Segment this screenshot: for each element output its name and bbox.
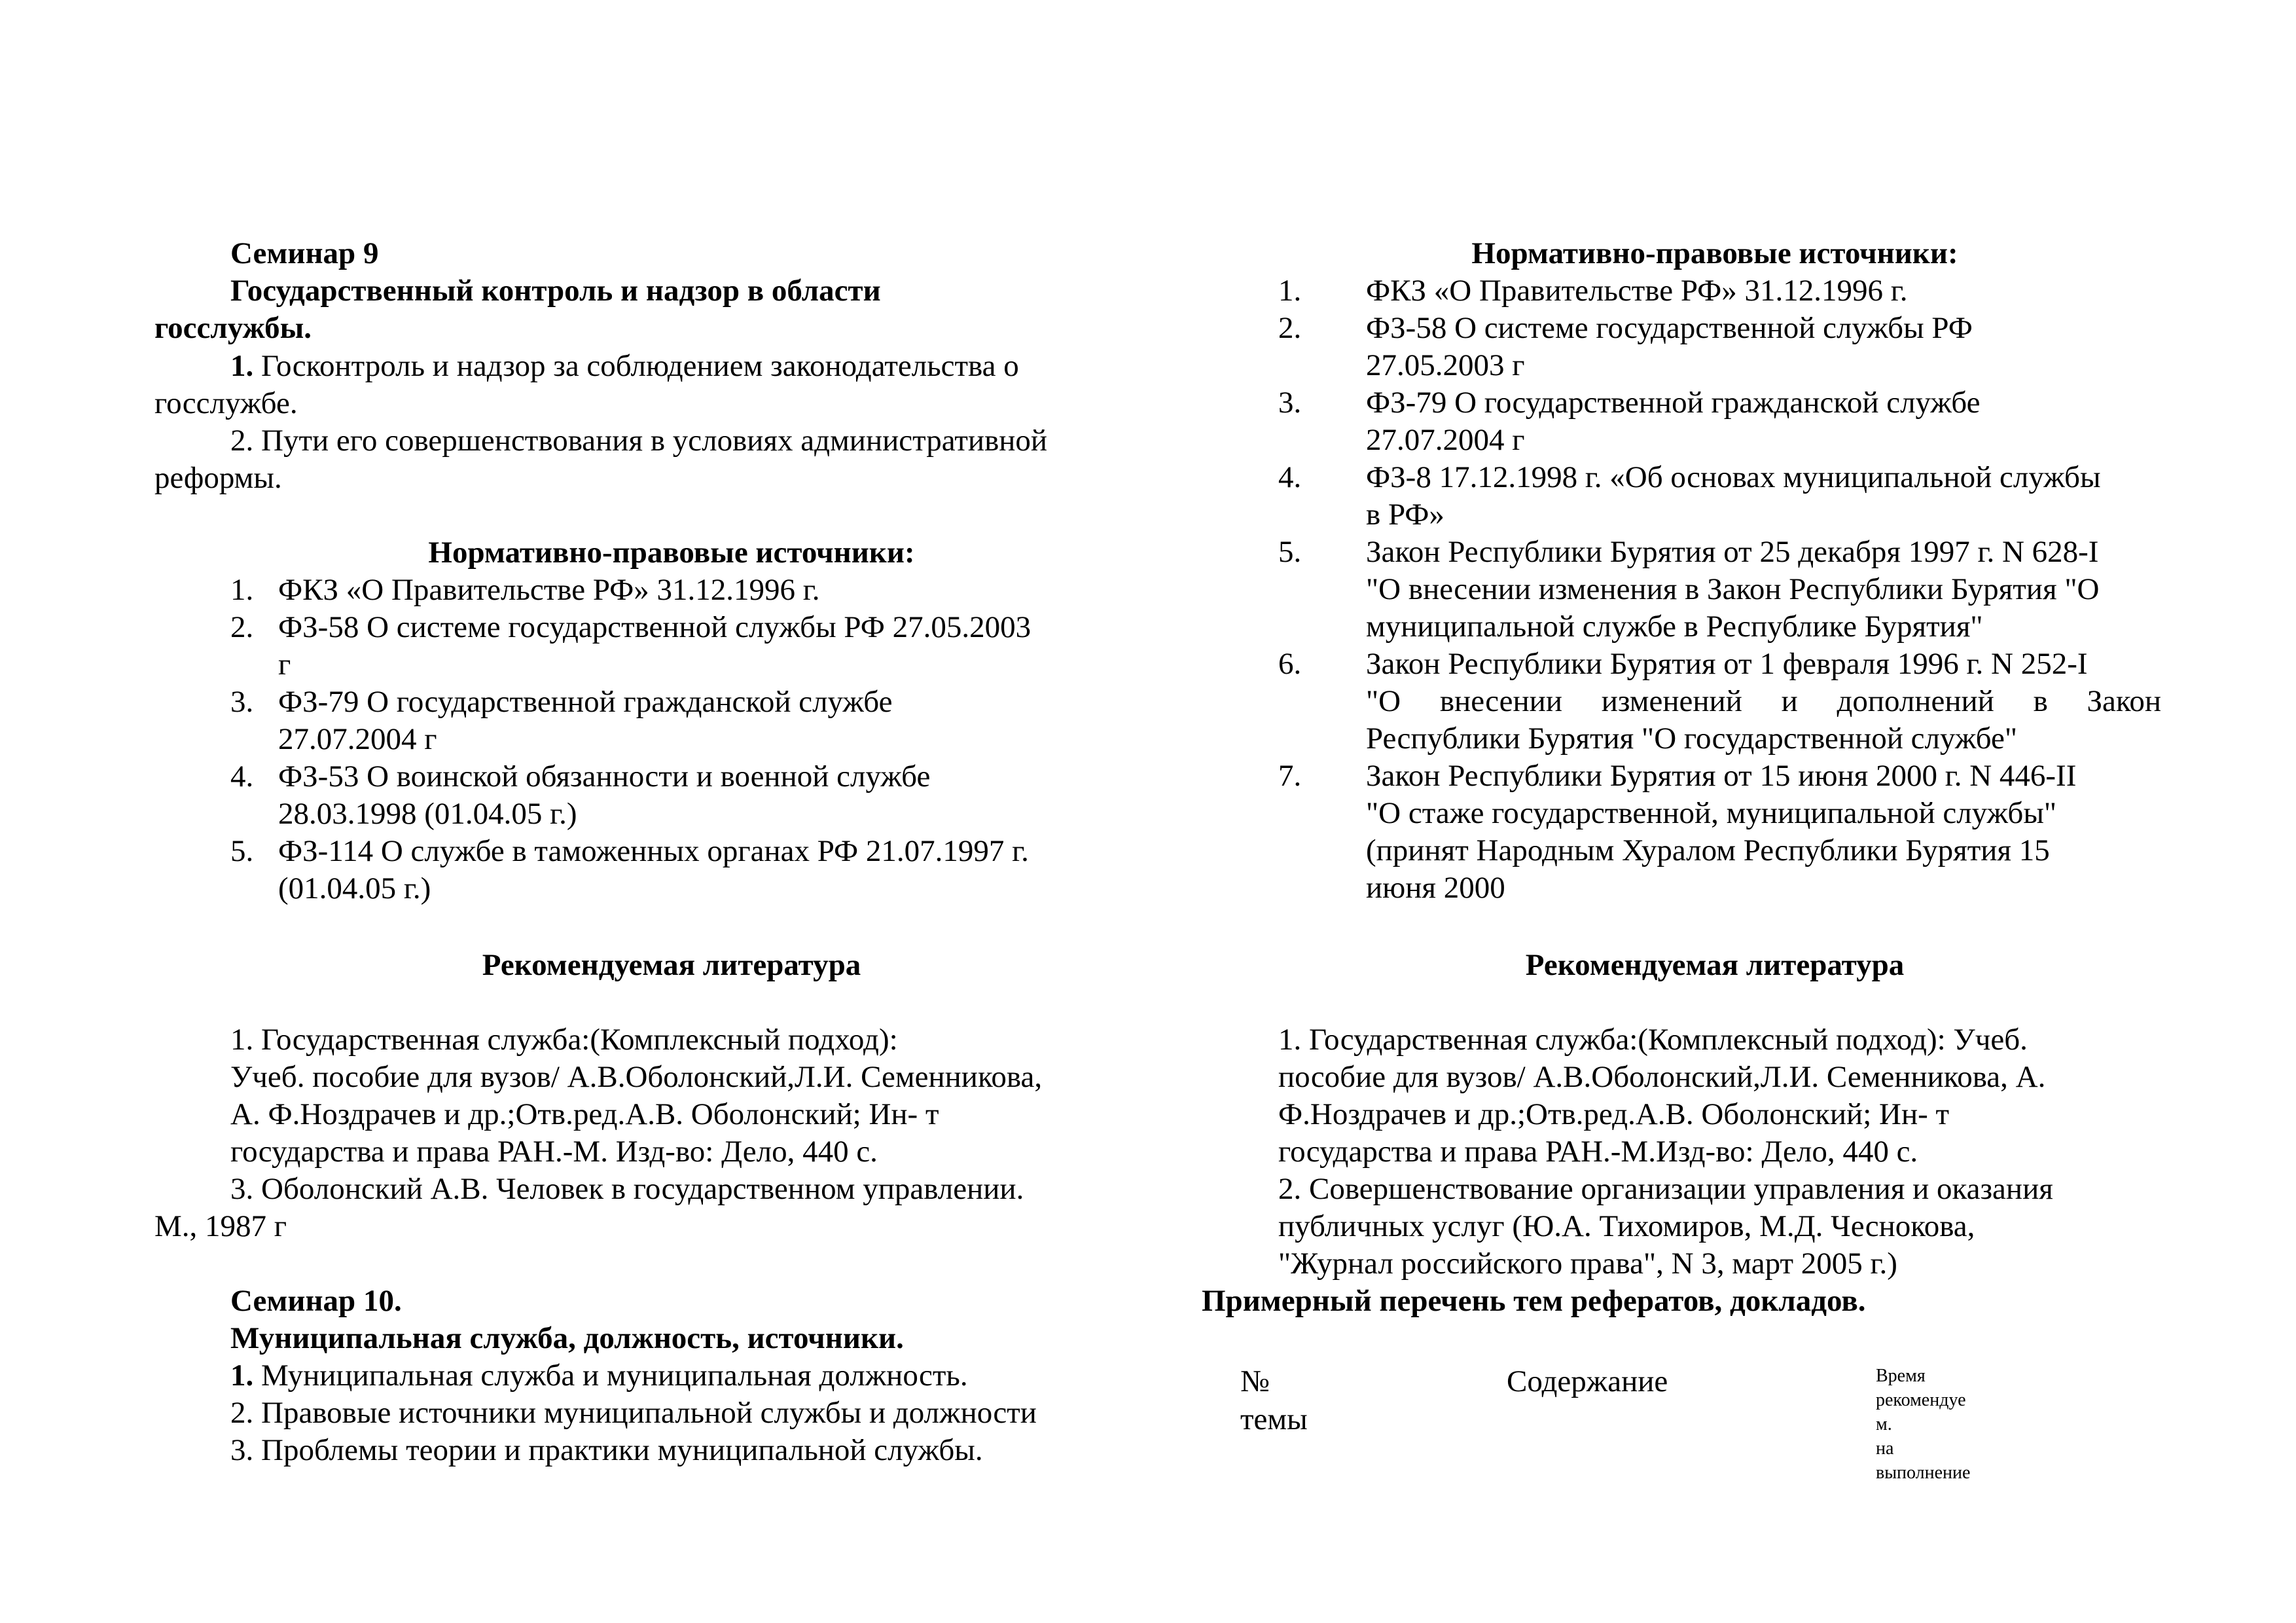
seminar-9-question-1-number: 1. <box>230 349 254 383</box>
literature-line: публичных услуг (Ю.А. Тихомиров, М.Д. Чеснокова, <box>1278 1209 1975 1243</box>
list-item-cont: "О стаже государственной, муниципальной службы" <box>1366 796 2057 830</box>
list-item-cont: 27.07.2004 г <box>278 722 437 756</box>
seminar-9-question-1-text: Госконтроль и надзор за соблюдением законодательства о <box>253 349 1019 383</box>
literature-line: 2. Совершенствование организации управления и оказания <box>1278 1172 2053 1206</box>
seminar-10-question-2: 2. Правовые источники муниципальной службы и должности <box>230 1396 1037 1430</box>
literature-line: 3. Оболонский А.В. Человек в государственном управлении. <box>230 1172 1024 1206</box>
literature-line: 1. Государственная служба:(Комплексный подход): <box>230 1023 898 1057</box>
seminar-9-title: Семинар 9 <box>230 236 379 270</box>
list-item-number: 4. <box>1278 460 1302 494</box>
seminar-10-question-1 <box>230 1357 968 1395</box>
table-header-content: Содержание <box>1507 1364 1668 1398</box>
right-literature-heading: Рекомендуемая литература <box>1525 948 1905 982</box>
list-item-cont: 27.05.2003 г <box>1366 348 1525 382</box>
table-header-time: Время <box>1876 1366 1926 1386</box>
list-item-number: 7. <box>1278 759 1302 793</box>
literature-line: М., 1987 г <box>154 1209 287 1243</box>
list-item-number: 2. <box>1278 311 1302 345</box>
literature-line: 1. Государственная служба:(Комплексный подход): Учеб. <box>1278 1023 2028 1057</box>
list-item: ФКЗ «О Правительстве РФ» 31.12.1996 г. <box>278 573 820 607</box>
seminar-9-question-1 <box>230 348 1019 385</box>
list-item: ФЗ-58 О системе государственной службы РФ 27.05.2003 <box>278 610 1031 644</box>
table-header-number: № <box>1240 1364 1270 1398</box>
list-item: Закон Республики Бурятия от 25 декабря 1997 г. N 628-I <box>1366 535 2099 569</box>
list-item-number: 6. <box>1278 647 1302 681</box>
table-header-time: на <box>1876 1438 1894 1459</box>
list-item: Закон Республики Бурятия от 15 июня 2000 г. N 446-II <box>1366 759 2077 793</box>
literature-line: Ф.Ноздрачев и др.;Отв.ред.А.В. Оболонский; Ин- т <box>1278 1097 1950 1131</box>
list-item-cont: июня 2000 <box>1366 871 1505 905</box>
list-item-number: 4. <box>230 759 254 793</box>
list-item-number: 3. <box>1278 386 1302 420</box>
left-literature-heading: Рекомендуемая литература <box>482 948 861 982</box>
table-header-number-cont: темы <box>1240 1402 1308 1436</box>
list-item: Закон Республики Бурятия от 1 февраля 1996 г. N 252-I <box>1366 647 2088 681</box>
seminar-9-subject-line-1: Государственный контроль и надзор в области <box>230 274 881 308</box>
list-item-number: 5. <box>230 834 254 868</box>
list-item-cont: г <box>278 647 291 682</box>
literature-line: государства и права РАН.-М. Изд-во: Дело, 440 с. <box>230 1135 878 1169</box>
list-item: ФЗ-8 17.12.1998 г. «Об основах муниципальной службы <box>1366 460 2101 494</box>
list-item: ФЗ-58 О системе государственной службы РФ <box>1366 311 1973 345</box>
list-item: ФЗ-53 О воинской обязанности и военной службе <box>278 759 931 793</box>
literature-line: пособие для вузов/ А.В.Оболонский,Л.И. Семенникова, А. <box>1278 1060 2046 1094</box>
list-item: ФЗ-79 О государственной гражданской службе <box>278 685 893 719</box>
list-item-cont: 28.03.1998 (01.04.05 г.) <box>278 797 577 831</box>
seminar-9-subject-line-2: госслужбы. <box>154 311 312 345</box>
list-item-number: 5. <box>1278 535 1302 569</box>
literature-line: Учеб. пособие для вузов/ А.В.Оболонский,Л.И. Семенникова, <box>230 1060 1043 1094</box>
list-item-cont: в РФ» <box>1366 498 1444 532</box>
table-header-time: выполнение <box>1876 1463 1971 1483</box>
seminar-10-question-1-number: 1. <box>230 1359 254 1393</box>
list-item: ФЗ-79 О государственной гражданской службе <box>1366 386 1981 420</box>
list-item-number: 1. <box>230 573 254 607</box>
table-header-time: рекомендуе <box>1876 1390 1966 1410</box>
list-item-cont: муниципальной службе в Республике Бурятия" <box>1366 610 1983 644</box>
list-item-cont: "О внесении изменений и дополнений в Закон <box>1366 684 2161 718</box>
seminar-10-title: Семинар 10. <box>230 1284 402 1318</box>
list-item: ФКЗ «О Правительстве РФ» 31.12.1996 г. <box>1366 274 1908 308</box>
seminar-9-question-1-cont: госслужбе. <box>154 386 298 420</box>
list-item-number: 1. <box>1278 274 1302 308</box>
seminar-10-question-3: 3. Проблемы теории и практики муниципальной службы. <box>230 1433 983 1467</box>
seminar-9-question-2-cont: реформы. <box>154 461 282 495</box>
list-item-cont: Республики Бурятия "О государственной службе" <box>1366 721 2018 756</box>
list-item: ФЗ-114 О службе в таможенных органах РФ 21.07.1997 г. <box>278 834 1029 868</box>
list-item-cont: 27.07.2004 г <box>1366 423 1525 457</box>
seminar-10-subject: Муниципальная служба, должность, источники. <box>230 1321 904 1355</box>
seminar-10-question-1-text: Муниципальная служба и муниципальная должность. <box>253 1359 968 1393</box>
list-item-cont: (принят Народным Хуралом Республики Бурятия 15 <box>1366 833 2050 867</box>
literature-line: "Журнал российского права", N 3, март 2005 г.) <box>1278 1247 1897 1281</box>
left-sources-heading: Нормативно-правовые источники: <box>428 536 915 570</box>
right-sources-heading: Нормативно-правовые источники: <box>1471 236 1958 270</box>
list-item-cont: "О внесении изменения в Закон Республики Бурятия "О <box>1366 572 2100 606</box>
list-item-cont: (01.04.05 г.) <box>278 871 431 905</box>
seminar-9-question-2: 2. Пути его совершенствования в условиях административной <box>230 424 1048 458</box>
list-item-number: 3. <box>230 685 254 719</box>
literature-line: А. Ф.Ноздрачев и др.;Отв.ред.А.В. Оболонский; Ин- т <box>230 1097 939 1131</box>
literature-line: государства и права РАН.-М.Изд-во: Дело, 440 с. <box>1278 1135 1918 1169</box>
table-header-time: м. <box>1876 1414 1892 1434</box>
list-item-number: 2. <box>230 610 254 644</box>
topics-heading: Примерный перечень тем рефератов, докладов. <box>1202 1284 1866 1318</box>
